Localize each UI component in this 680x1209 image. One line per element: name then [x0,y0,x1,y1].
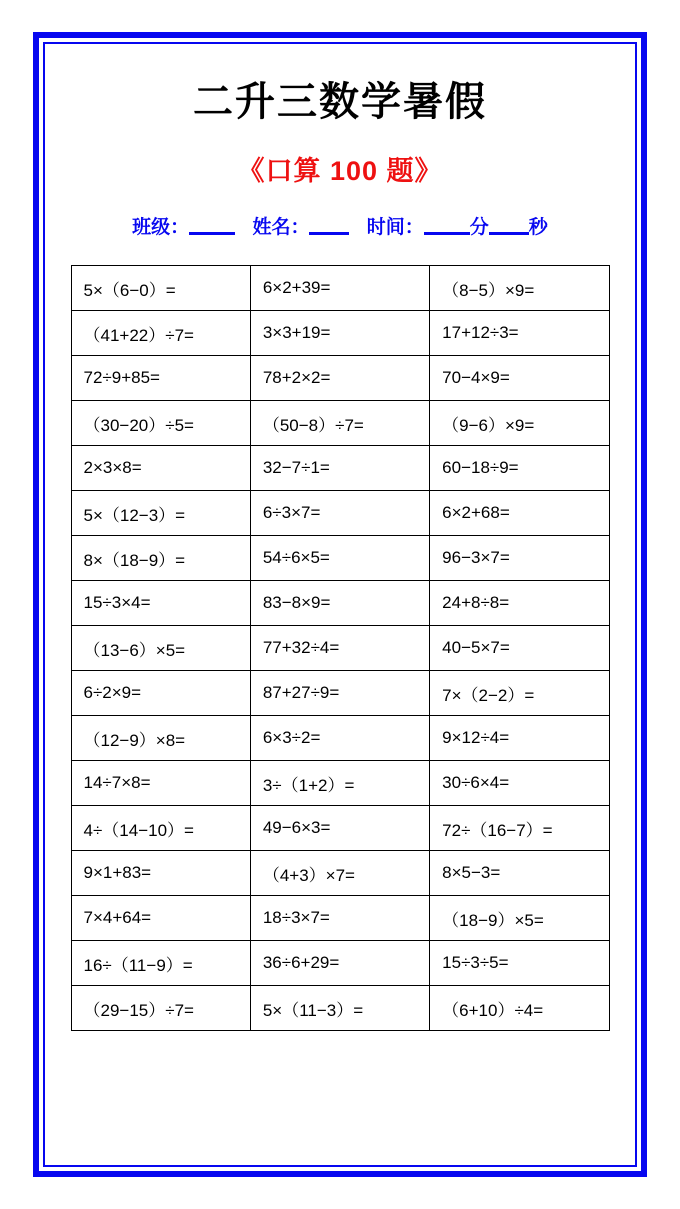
problem-cell[interactable]: 72÷9+85= [71,356,250,401]
table-row [71,626,609,671]
table-row [71,851,609,896]
table-row [71,266,609,311]
problem-cell[interactable]: 54÷6×5= [250,536,429,581]
problem-cell[interactable]: （30−20）÷5= [71,401,250,446]
problem-cell[interactable]: （4+3）×7= [250,851,429,896]
problem-cell[interactable]: 14÷7×8= [71,761,250,806]
class-blank-line[interactable] [189,218,235,235]
table-row [71,311,609,356]
second-blank-line[interactable] [489,218,529,235]
table-row [71,671,609,716]
problem-cell[interactable]: 2×3×8= [71,446,250,491]
second-label: 秒 [528,217,548,238]
table-row [71,401,609,446]
problem-cell[interactable]: 6×2+39= [250,266,429,311]
problem-cell[interactable]: 83−8×9= [250,581,429,626]
problem-cell[interactable]: 78+2×2= [250,356,429,401]
problem-cell[interactable]: 7×4+64= [71,896,250,941]
table-row [71,986,609,1031]
minute-blank-line[interactable] [424,218,470,235]
class-field [132,212,235,239]
problem-cell[interactable]: （50−8）÷7= [250,401,429,446]
problem-cell[interactable]: 77+32÷4= [250,626,429,671]
time-field [367,212,548,239]
name-field [252,212,349,239]
problem-cell[interactable]: （29−15）÷7= [71,986,250,1031]
problem-cell[interactable]: 24+8÷8= [430,581,609,626]
table-row [71,716,609,761]
problem-cell[interactable]: （6+10）÷4= [430,986,609,1031]
problem-cell[interactable]: 30÷6×4= [430,761,609,806]
problem-cell[interactable]: 36÷6+29= [250,941,429,986]
table-row [71,356,609,401]
problem-cell[interactable]: 9×1+83= [71,851,250,896]
problem-cell[interactable]: 8×（18−9）= [71,536,250,581]
problem-cell[interactable]: 18÷3×7= [250,896,429,941]
problem-cell[interactable]: 87+27÷9= [250,671,429,716]
minute-label: 分 [469,217,489,238]
problem-cell[interactable]: 7×（2−2）= [430,671,609,716]
problem-cell[interactable]: 40−5×7= [430,626,609,671]
table-row [71,761,609,806]
problem-cell[interactable]: 9×12÷4= [430,716,609,761]
time-label: 时间： [366,217,424,238]
problem-cell[interactable]: 32−7÷1= [250,446,429,491]
problem-cell[interactable]: （8−5）×9= [430,266,609,311]
problem-cell[interactable]: 5×（11−3）= [250,986,429,1031]
problem-cell[interactable]: 15÷3×4= [71,581,250,626]
problem-cell[interactable]: 4÷（14−10）= [71,806,250,851]
problem-cell[interactable]: 16÷（11−9）= [71,941,250,986]
problem-cell[interactable]: 8×5−3= [430,851,609,896]
problem-cell[interactable]: 72÷（16−7）= [430,806,609,851]
student-info-row [0,212,680,239]
problem-cell[interactable]: 60−18÷9= [430,446,609,491]
table-row [71,536,609,581]
table-row [71,896,609,941]
class-label: 班级： [132,217,190,238]
problem-cell[interactable]: 6÷3×7= [250,491,429,536]
problem-cell[interactable]: （18−9）×5= [430,896,609,941]
problems-table [71,265,610,1031]
problem-cell[interactable]: 6÷2×9= [71,671,250,716]
problems-body [71,266,609,1031]
problem-cell[interactable]: 3÷（1+2）= [250,761,429,806]
problem-cell[interactable]: 49−6×3= [250,806,429,851]
problem-cell[interactable]: （13−6）×5= [71,626,250,671]
page-title: 二升三数学暑假 [193,80,487,124]
problem-cell[interactable]: 6×3÷2= [250,716,429,761]
problem-cell[interactable]: （9−6）×9= [430,401,609,446]
table-row [71,941,609,986]
problem-cell[interactable]: 5×（12−3）= [71,491,250,536]
problem-cell[interactable]: （41+22）÷7= [71,311,250,356]
table-row [71,806,609,851]
page-subtitle: 《口算 100 题》 [237,156,443,186]
problem-cell[interactable]: 5×（6−0）= [71,266,250,311]
problem-cell[interactable]: 15÷3÷5= [430,941,609,986]
problem-cell[interactable]: 6×2+68= [430,491,609,536]
problem-cell[interactable]: （12−9）×8= [71,716,250,761]
problem-cell[interactable]: 17+12÷3= [430,311,609,356]
table-row [71,491,609,536]
table-row [71,446,609,491]
table-row [71,581,609,626]
problem-cell[interactable]: 96−3×7= [430,536,609,581]
name-label: 姓名： [252,217,310,238]
name-blank-line[interactable] [309,218,349,235]
problem-cell[interactable]: 3×3+19= [250,311,429,356]
problem-cell[interactable]: 70−4×9= [430,356,609,401]
